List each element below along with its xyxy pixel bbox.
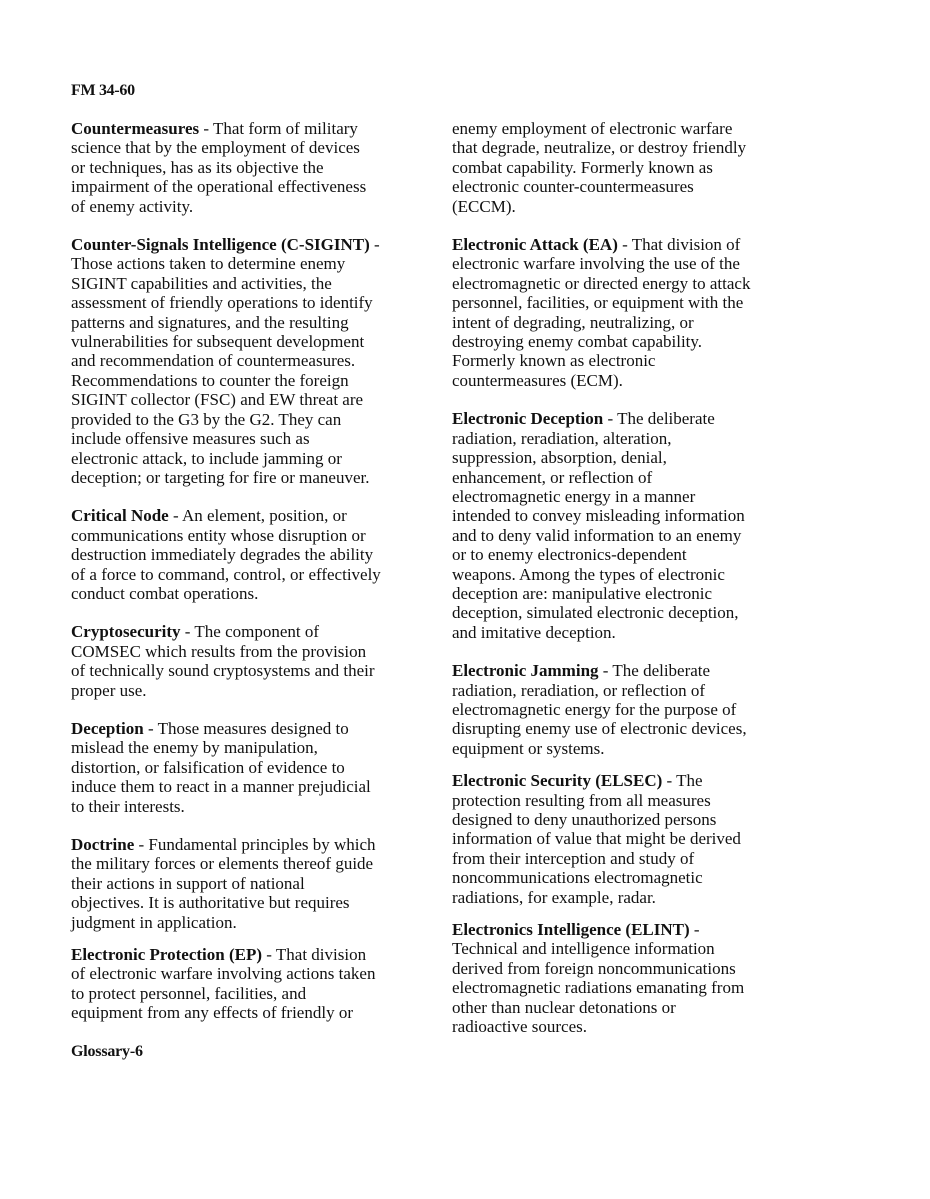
left-column: [71, 119, 406, 1023]
glossary-entry-countermeasures: [71, 119, 406, 216]
glossary-entry-deception: [71, 719, 406, 816]
page-footer: Glossary-6: [71, 1043, 143, 1060]
right-column: [452, 119, 782, 1036]
glossary-definition: - Those actions taken to determine enemy SIGINT capabilities and activities, the assessment of friendly operations to identify patterns and signatures, and the resulting vulnerabilities for subsequent development and recommendation of countermeasures. Recommendations to counter the foreign SIGINT collector (FSC) and EW threat are provided to the G3 by the G2. They can include offensive measures such as electronic attack, to include jamming or deception; or targeting for fire or maneuver.: [71, 235, 380, 487]
glossary-term: Electronic Deception: [452, 409, 604, 429]
glossary-term: Electronic Protection (EP): [71, 945, 263, 965]
glossary-definition: - The protection resulting from all measures designed to deny unauthorized persons information of value that might be derived from their interception and study of noncommunications electromagnetic radiations, for example, radar.: [452, 771, 741, 907]
glossary-entry-electronic-protection: [71, 945, 406, 1023]
glossary-definition: enemy employment of electronic warfare that degrade, neutralize, or destroy friendly combat capability. Formerly known as electronic counter-countermeasures (ECCM).: [452, 119, 747, 216]
page-header: FM 34-60: [71, 82, 135, 99]
glossary-term: Doctrine: [71, 835, 135, 854]
glossary-definition: - The deliberate radiation, reradiation, alteration, suppression, absorption, denial, enhancement, or reflection of electromagnetic energy in a manner intended to convey misleading information and to deny valid information to an enemy or to enemy electronics-dependent weapons. Among the types of electronic deception are: manipulative electronic deception, simulated electronic deception, and imitative deception.: [452, 409, 745, 642]
glossary-entry-electronic-protection-continued: [452, 119, 782, 216]
glossary-term: Critical Node: [71, 506, 169, 526]
glossary-term: Countermeasures: [71, 119, 200, 138]
glossary-entry-cryptosecurity: [71, 622, 406, 700]
glossary-definition: - An element, position, or communications entity whose disruption or destruction immediately degrades the ability of a force to command, control, or effectively conduct combat operations.: [71, 506, 381, 603]
glossary-definition: - Those measures designed to mislead the enemy by manipulation, distortion, or falsification of evidence to induce them to react in a manner prejudicial to their interests.: [71, 718, 371, 816]
glossary-entry-c-sigint: [71, 235, 406, 487]
glossary-definition: - Technical and intelligence information derived from foreign noncommunications electromagnetic radiations emanating from other than nuclear detonations or radioactive sources.: [452, 920, 745, 1037]
glossary-definition: - That division of electronic warfare involving actions taken to protect personnel, facilities, and equipment from any effects of friendly or: [71, 945, 376, 1023]
glossary-term: Electronics Intelligence (ELINT): [452, 920, 690, 940]
glossary-entry-elint: [452, 920, 782, 1036]
glossary-definition: - That form of military science that by the employment of devices or techniques, has as its objective the impairment of the operational effectiveness of enemy activity.: [71, 119, 367, 216]
glossary-definition: - That division of electronic warfare involving the use of the electromagnetic or directed energy to attack personnel, facilities, or equipment with the intent of degrading, neutralizing, or destroying enemy combat capability. Formerly known as electronic countermeasures (ECM).: [452, 235, 751, 390]
glossary-term: Electronic Security (ELSEC): [452, 771, 663, 791]
glossary-term: Electronic Attack (EA): [452, 235, 618, 255]
glossary-definition: - Fundamental principles by which the military forces or elements thereof guide their actions in support of national objectives. It is authoritative but requires judgment in application.: [71, 835, 376, 932]
glossary-term: Cryptosecurity: [71, 622, 181, 642]
glossary-definition: - The component of COMSEC which results from the provision of technically sound cryptosystems and their proper use.: [71, 622, 375, 700]
glossary-entry-electronic-security: [452, 771, 782, 907]
glossary-term: Electronic Jamming: [452, 661, 599, 681]
glossary-definition: - The deliberate radiation, reradiation, or reflection of electromagnetic energy for the purpose of disrupting enemy use of electronic devices, equipment or systems.: [452, 661, 747, 758]
glossary-entry-doctrine: [71, 835, 406, 932]
glossary-entry-electronic-jamming: [452, 661, 782, 758]
glossary-entry-critical-node: [71, 506, 406, 603]
glossary-term: Counter-Signals Intelligence (C-SIGINT): [71, 235, 370, 255]
glossary-entry-electronic-deception: [452, 409, 782, 642]
glossary-term: Deception: [71, 718, 144, 738]
glossary-entry-electronic-attack: [452, 235, 782, 390]
